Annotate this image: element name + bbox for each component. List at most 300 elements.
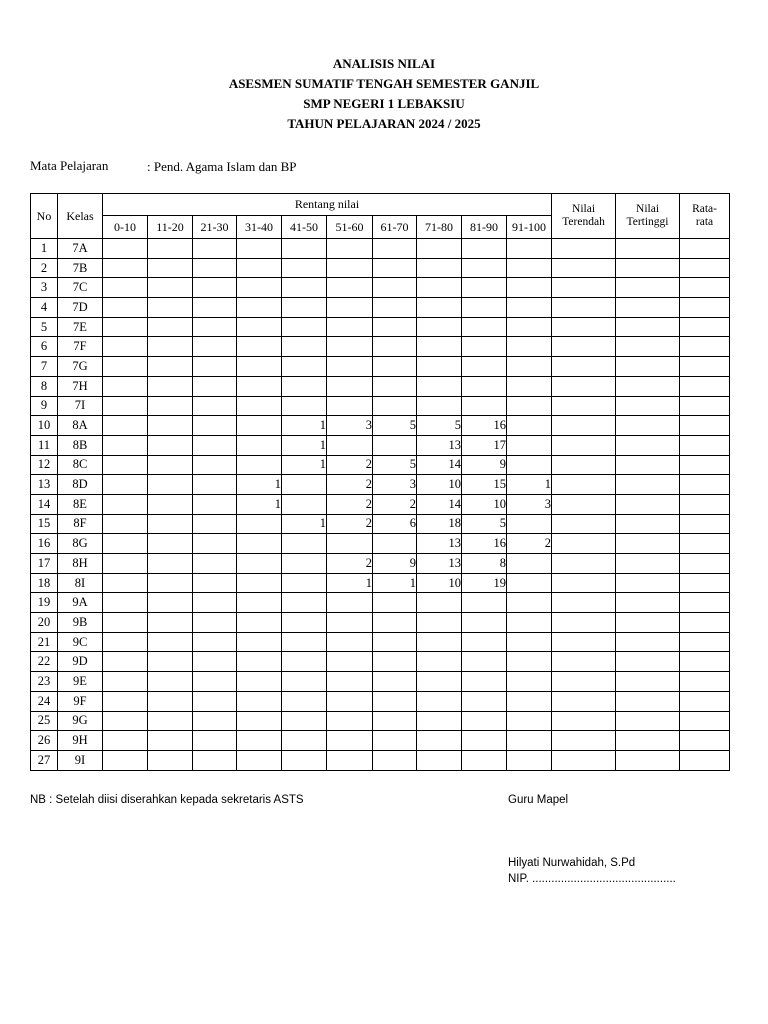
- range-count-cell: [507, 514, 552, 534]
- range-count-cell: [237, 750, 282, 770]
- range-count-cell: [103, 357, 148, 377]
- rata-rata-cell: [680, 554, 730, 574]
- range-count-cell: [282, 298, 327, 318]
- header-nilai-terendah-line1: Nilai: [572, 203, 596, 215]
- range-count-cell: 2: [327, 455, 373, 475]
- range-count-cell: [507, 258, 552, 278]
- row-no: 14: [31, 494, 58, 514]
- range-count-cell: [148, 613, 193, 633]
- range-count-cell: [148, 573, 193, 593]
- table-row: [31, 691, 730, 711]
- range-count-cell: [148, 494, 193, 514]
- range-count-cell: [148, 298, 193, 318]
- nilai-tertinggi-cell: [616, 731, 680, 751]
- range-count-cell: [148, 652, 193, 672]
- range-count-cell: [237, 435, 282, 455]
- range-count-cell: [282, 239, 327, 259]
- range-count-cell: [507, 632, 552, 652]
- nilai-tertinggi-cell: [616, 573, 680, 593]
- document-subtitle-year: TAHUN PELAJARAN 2024 / 2025: [287, 116, 481, 131]
- rata-rata-cell: [680, 317, 730, 337]
- range-count-cell: 2: [327, 514, 373, 534]
- range-count-cell: [148, 475, 193, 495]
- row-kelas: 9E: [58, 672, 103, 692]
- range-count-cell: [148, 455, 193, 475]
- range-count-cell: [193, 494, 237, 514]
- range-count-cell: [462, 357, 507, 377]
- range-count-cell: [237, 534, 282, 554]
- range-count-cell: [462, 750, 507, 770]
- row-no: 3: [31, 278, 58, 298]
- range-count-cell: [507, 455, 552, 475]
- row-no: 20: [31, 613, 58, 633]
- row-kelas: 7D: [58, 298, 103, 318]
- range-count-cell: [417, 613, 462, 633]
- nilai-tertinggi-cell: [616, 534, 680, 554]
- range-count-cell: 6: [373, 514, 417, 534]
- range-count-cell: [237, 416, 282, 436]
- range-count-cell: 13: [417, 554, 462, 574]
- signature-nip: NIP. .............................................: [508, 873, 676, 885]
- range-count-cell: [507, 711, 552, 731]
- range-count-cell: [237, 278, 282, 298]
- range-count-cell: [327, 691, 373, 711]
- row-kelas: 8B: [58, 435, 103, 455]
- nilai-terendah-cell: [552, 691, 616, 711]
- footer-note: NB : Setelah diisi diserahkan kepada sekretaris ASTS: [30, 794, 304, 806]
- range-count-cell: [103, 435, 148, 455]
- row-kelas: 9D: [58, 652, 103, 672]
- range-count-cell: [507, 435, 552, 455]
- row-no: 2: [31, 258, 58, 278]
- range-count-cell: [103, 613, 148, 633]
- range-count-cell: [237, 514, 282, 534]
- range-count-cell: [373, 317, 417, 337]
- range-count-cell: [103, 396, 148, 416]
- row-kelas: 9F: [58, 691, 103, 711]
- range-count-cell: 5: [373, 455, 417, 475]
- nilai-terendah-cell: [552, 573, 616, 593]
- range-count-cell: [417, 750, 462, 770]
- nilai-terendah-cell: [552, 376, 616, 396]
- range-count-cell: [373, 239, 417, 259]
- header-range-61-70: 61-70: [373, 216, 417, 239]
- nilai-tertinggi-cell: [616, 593, 680, 613]
- header-range-71-80: 71-80: [417, 216, 462, 239]
- header-rentang-nilai: Rentang nilai: [103, 194, 552, 216]
- range-count-cell: [282, 750, 327, 770]
- table-body: [31, 239, 730, 771]
- range-count-cell: [373, 337, 417, 357]
- row-no: 22: [31, 652, 58, 672]
- range-count-cell: 14: [417, 494, 462, 514]
- nilai-tertinggi-cell: [616, 554, 680, 574]
- range-count-cell: [373, 534, 417, 554]
- range-count-cell: [193, 337, 237, 357]
- range-count-cell: [373, 632, 417, 652]
- nilai-terendah-cell: [552, 258, 616, 278]
- range-count-cell: [507, 298, 552, 318]
- rata-rata-cell: [680, 691, 730, 711]
- range-count-cell: [148, 750, 193, 770]
- range-count-cell: [103, 376, 148, 396]
- range-count-cell: 15: [462, 475, 507, 495]
- rata-rata-cell: [680, 652, 730, 672]
- rata-rata-cell: [680, 258, 730, 278]
- range-count-cell: 9: [462, 455, 507, 475]
- range-count-cell: [373, 258, 417, 278]
- nilai-tertinggi-cell: [616, 455, 680, 475]
- table-row: [31, 455, 730, 475]
- range-count-cell: [103, 337, 148, 357]
- row-no: 5: [31, 317, 58, 337]
- nilai-terendah-cell: [552, 357, 616, 377]
- range-count-cell: [462, 691, 507, 711]
- range-count-cell: [148, 731, 193, 751]
- range-count-cell: [507, 652, 552, 672]
- range-count-cell: [417, 258, 462, 278]
- nilai-terendah-cell: [552, 278, 616, 298]
- range-count-cell: [193, 396, 237, 416]
- range-count-cell: [327, 376, 373, 396]
- range-count-cell: [327, 278, 373, 298]
- range-count-cell: [237, 396, 282, 416]
- nilai-terendah-cell: [552, 514, 616, 534]
- row-kelas: 9G: [58, 711, 103, 731]
- range-count-cell: [148, 632, 193, 652]
- range-count-cell: [103, 652, 148, 672]
- nilai-terendah-cell: [552, 435, 616, 455]
- rata-rata-cell: [680, 494, 730, 514]
- range-count-cell: 2: [327, 554, 373, 574]
- range-count-cell: [327, 239, 373, 259]
- row-no: 8: [31, 376, 58, 396]
- nilai-terendah-cell: [552, 317, 616, 337]
- range-count-cell: [193, 652, 237, 672]
- range-count-cell: [417, 298, 462, 318]
- range-count-cell: 1: [282, 435, 327, 455]
- range-count-cell: 3: [373, 475, 417, 495]
- row-kelas: 7G: [58, 357, 103, 377]
- range-count-cell: [417, 672, 462, 692]
- range-count-cell: [282, 652, 327, 672]
- range-count-cell: [507, 593, 552, 613]
- row-no: 11: [31, 435, 58, 455]
- range-count-cell: [103, 416, 148, 436]
- range-count-cell: [507, 317, 552, 337]
- range-count-cell: [282, 376, 327, 396]
- range-count-cell: [193, 475, 237, 495]
- range-count-cell: [462, 278, 507, 298]
- range-count-cell: [237, 554, 282, 574]
- rata-rata-cell: [680, 278, 730, 298]
- range-count-cell: [148, 258, 193, 278]
- range-count-cell: [237, 239, 282, 259]
- nilai-tertinggi-cell: [616, 239, 680, 259]
- range-count-cell: [282, 711, 327, 731]
- header-rata-rata-line1: Rata-: [692, 203, 717, 215]
- range-count-cell: [193, 632, 237, 652]
- range-count-cell: [237, 455, 282, 475]
- range-count-cell: [462, 613, 507, 633]
- range-count-cell: 3: [507, 494, 552, 514]
- nilai-terendah-cell: [552, 731, 616, 751]
- table-row: [31, 573, 730, 593]
- range-count-cell: [148, 357, 193, 377]
- row-kelas: 8A: [58, 416, 103, 436]
- range-count-cell: [373, 278, 417, 298]
- range-count-cell: [462, 298, 507, 318]
- range-count-cell: 10: [417, 475, 462, 495]
- row-no: 17: [31, 554, 58, 574]
- rata-rata-cell: [680, 435, 730, 455]
- nilai-terendah-cell: [552, 711, 616, 731]
- range-count-cell: 5: [462, 514, 507, 534]
- range-count-cell: [373, 711, 417, 731]
- range-count-cell: [373, 593, 417, 613]
- row-no: 19: [31, 593, 58, 613]
- nilai-terendah-cell: [552, 672, 616, 692]
- table-row: [31, 416, 730, 436]
- range-count-cell: [417, 593, 462, 613]
- range-count-cell: [193, 416, 237, 436]
- table-row: [31, 494, 730, 514]
- nilai-tertinggi-cell: [616, 750, 680, 770]
- document-subtitle-school: SMP NEGERI 1 LEBAKSIU: [303, 96, 465, 111]
- range-count-cell: [193, 357, 237, 377]
- range-count-cell: [237, 731, 282, 751]
- nilai-tertinggi-cell: [616, 494, 680, 514]
- range-count-cell: [417, 632, 462, 652]
- range-count-cell: [282, 357, 327, 377]
- row-no: 12: [31, 455, 58, 475]
- nilai-tertinggi-cell: [616, 416, 680, 436]
- signature-name: Hilyati Nurwahidah, S.Pd: [508, 857, 636, 869]
- row-no: 26: [31, 731, 58, 751]
- header-range-21-30: 21-30: [193, 216, 237, 239]
- range-count-cell: [148, 337, 193, 357]
- range-count-cell: 1: [373, 573, 417, 593]
- range-count-cell: [237, 376, 282, 396]
- range-count-cell: [103, 731, 148, 751]
- range-count-cell: 18: [417, 514, 462, 534]
- range-count-cell: [148, 514, 193, 534]
- rata-rata-cell: [680, 731, 730, 751]
- range-count-cell: [462, 337, 507, 357]
- range-count-cell: [507, 573, 552, 593]
- rata-rata-cell: [680, 711, 730, 731]
- row-kelas: 8E: [58, 494, 103, 514]
- range-count-cell: [327, 534, 373, 554]
- nilai-tertinggi-cell: [616, 652, 680, 672]
- range-count-cell: [327, 298, 373, 318]
- range-count-cell: [103, 593, 148, 613]
- range-count-cell: [193, 672, 237, 692]
- subject-value: : Pend. Agama Islam dan BP: [147, 159, 297, 174]
- nilai-tertinggi-cell: [616, 376, 680, 396]
- range-count-cell: [373, 613, 417, 633]
- rata-rata-cell: [680, 416, 730, 436]
- range-count-cell: [507, 239, 552, 259]
- range-count-cell: [103, 258, 148, 278]
- range-count-cell: 1: [327, 573, 373, 593]
- range-count-cell: [193, 258, 237, 278]
- range-count-cell: [373, 691, 417, 711]
- row-kelas: 8D: [58, 475, 103, 495]
- range-count-cell: 5: [417, 416, 462, 436]
- range-count-cell: 2: [373, 494, 417, 514]
- range-count-cell: 1: [237, 494, 282, 514]
- nilai-tertinggi-cell: [616, 613, 680, 633]
- nilai-terendah-cell: [552, 455, 616, 475]
- range-count-cell: [103, 691, 148, 711]
- nilai-tertinggi-cell: [616, 317, 680, 337]
- range-count-cell: [507, 691, 552, 711]
- range-count-cell: [237, 593, 282, 613]
- table-row: [31, 298, 730, 318]
- range-count-cell: [373, 435, 417, 455]
- nilai-tertinggi-cell: [616, 435, 680, 455]
- range-count-cell: [282, 731, 327, 751]
- row-kelas: 7F: [58, 337, 103, 357]
- row-kelas: 7C: [58, 278, 103, 298]
- table-row: [31, 317, 730, 337]
- rata-rata-cell: [680, 337, 730, 357]
- range-count-cell: [148, 317, 193, 337]
- range-count-cell: [327, 593, 373, 613]
- range-count-cell: [237, 711, 282, 731]
- header-range-0-10: 0-10: [103, 216, 148, 239]
- row-kelas: 7I: [58, 396, 103, 416]
- range-count-cell: [373, 750, 417, 770]
- range-count-cell: [507, 337, 552, 357]
- table-row: [31, 278, 730, 298]
- range-count-cell: [103, 455, 148, 475]
- range-count-cell: 13: [417, 435, 462, 455]
- range-count-cell: [417, 652, 462, 672]
- row-kelas: 7B: [58, 258, 103, 278]
- header-range-11-20: 11-20: [148, 216, 193, 239]
- table-row: [31, 632, 730, 652]
- range-count-cell: [193, 317, 237, 337]
- nilai-terendah-cell: [552, 337, 616, 357]
- header-nilai-terendah-line2: Terendah: [562, 216, 605, 228]
- nilai-tertinggi-cell: [616, 298, 680, 318]
- range-count-cell: [103, 317, 148, 337]
- range-count-cell: [327, 632, 373, 652]
- nilai-terendah-cell: [552, 239, 616, 259]
- table-row: [31, 357, 730, 377]
- range-count-cell: [103, 475, 148, 495]
- row-no: 13: [31, 475, 58, 495]
- rata-rata-cell: [680, 239, 730, 259]
- range-count-cell: [282, 396, 327, 416]
- nilai-terendah-cell: [552, 632, 616, 652]
- range-count-cell: [327, 672, 373, 692]
- range-count-cell: [462, 672, 507, 692]
- row-kelas: 9C: [58, 632, 103, 652]
- rata-rata-cell: [680, 534, 730, 554]
- row-no: 6: [31, 337, 58, 357]
- range-count-cell: [507, 750, 552, 770]
- table-row: [31, 514, 730, 534]
- header-range-31-40: 31-40: [237, 216, 282, 239]
- rata-rata-cell: [680, 750, 730, 770]
- range-count-cell: [417, 376, 462, 396]
- range-count-cell: [103, 573, 148, 593]
- rata-rata-cell: [680, 672, 730, 692]
- table-row: [31, 731, 730, 751]
- range-count-cell: [148, 278, 193, 298]
- row-kelas: 9A: [58, 593, 103, 613]
- range-count-cell: [148, 672, 193, 692]
- range-count-cell: [282, 534, 327, 554]
- range-count-cell: [282, 258, 327, 278]
- range-count-cell: [507, 672, 552, 692]
- range-count-cell: [193, 435, 237, 455]
- header-nilai-tertinggi: [616, 194, 680, 239]
- range-count-cell: [417, 396, 462, 416]
- range-count-cell: [507, 376, 552, 396]
- row-kelas: 8G: [58, 534, 103, 554]
- range-count-cell: [417, 337, 462, 357]
- range-count-cell: [282, 317, 327, 337]
- table-row: [31, 652, 730, 672]
- rata-rata-cell: [680, 514, 730, 534]
- nilai-terendah-cell: [552, 750, 616, 770]
- range-count-cell: [462, 593, 507, 613]
- range-count-cell: [103, 672, 148, 692]
- range-count-cell: [462, 632, 507, 652]
- range-count-cell: [507, 396, 552, 416]
- document-subtitle-assessment: ASESMEN SUMATIF TENGAH SEMESTER GANJIL: [228, 76, 540, 91]
- range-count-cell: 2: [507, 534, 552, 554]
- range-count-cell: 16: [462, 534, 507, 554]
- range-count-cell: [237, 357, 282, 377]
- range-count-cell: [327, 337, 373, 357]
- nilai-terendah-cell: [552, 613, 616, 633]
- range-count-cell: 8: [462, 554, 507, 574]
- range-count-cell: [417, 278, 462, 298]
- range-count-cell: [417, 691, 462, 711]
- range-count-cell: [237, 298, 282, 318]
- row-no: 1: [31, 239, 58, 259]
- range-count-cell: [193, 278, 237, 298]
- range-count-cell: [282, 494, 327, 514]
- nilai-tertinggi-cell: [616, 258, 680, 278]
- rata-rata-cell: [680, 357, 730, 377]
- range-count-cell: [327, 357, 373, 377]
- range-count-cell: [417, 711, 462, 731]
- table-row: [31, 376, 730, 396]
- range-count-cell: [462, 652, 507, 672]
- table-row: [31, 396, 730, 416]
- range-count-cell: [282, 573, 327, 593]
- range-count-cell: [193, 593, 237, 613]
- table-row: [31, 750, 730, 770]
- rata-rata-cell: [680, 475, 730, 495]
- range-count-cell: [103, 239, 148, 259]
- rata-rata-cell: [680, 613, 730, 633]
- range-count-cell: [103, 711, 148, 731]
- range-count-cell: [148, 396, 193, 416]
- nilai-tertinggi-cell: [616, 278, 680, 298]
- range-count-cell: [282, 632, 327, 652]
- table-row: [31, 554, 730, 574]
- range-count-cell: [417, 731, 462, 751]
- range-count-cell: [507, 357, 552, 377]
- table-row: [31, 239, 730, 259]
